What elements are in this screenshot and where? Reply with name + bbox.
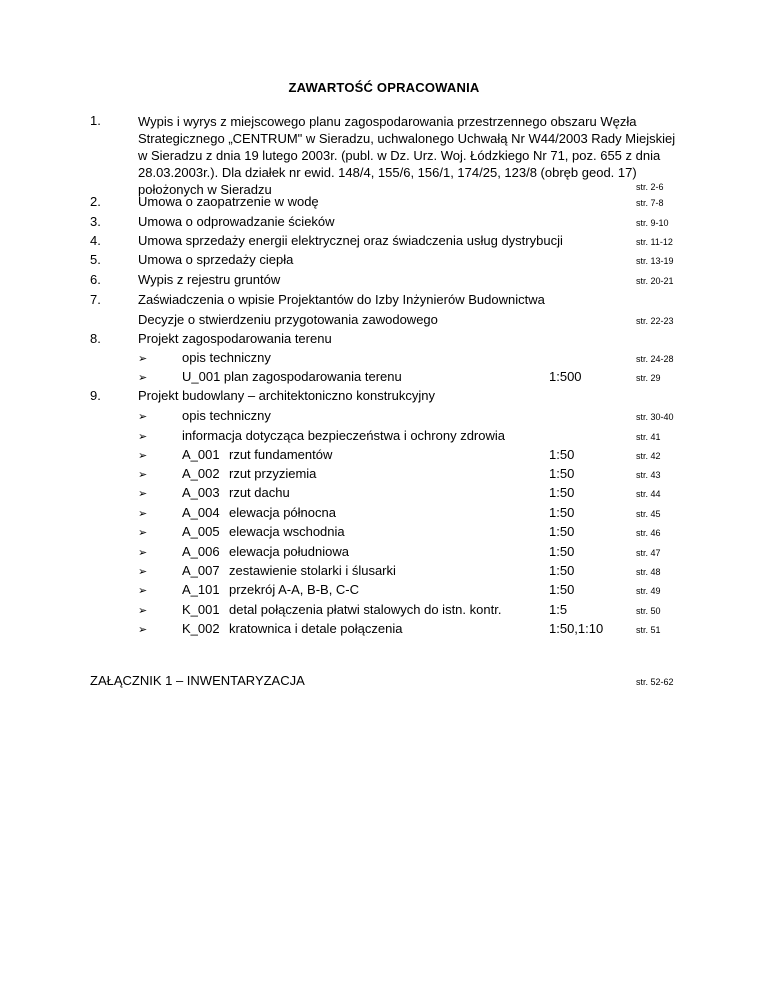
item-1-text [138,113,682,198]
arrow-bullet-icon: ➢ [138,508,148,520]
scale: 1:500 [549,369,582,384]
scale: 1:50 [549,505,575,520]
arrow-bullet-icon: ➢ [138,585,148,597]
arrow-bullet-icon: ➢ [138,624,148,636]
item-1-line: 28.03.2003r.). Dla działek nr ewid. 148/4, 155/6, 156/1, 174/25, 123/8 (obręb geod. 17) [138,165,637,180]
item-text: Zaświadczenia o wpisie Projektantów do Izby Inżynierów Budownictwa [138,292,545,307]
page-ref: str. 48 [636,567,661,577]
sub-item-text: opis techniczny [182,408,271,423]
sub-item-text: informacja dotycząca bezpieczeństwa i ochrony zdrowia [182,428,505,443]
page-ref: str. 50 [636,606,661,616]
page-ref: str. 51 [636,625,661,635]
page-ref: str. 2-6 [636,182,664,192]
drawing-code: K_001 [182,602,220,617]
sub-item-text: opis techniczny [182,350,271,365]
page-ref: str. 46 [636,528,661,538]
page-ref: str. 52-62 [636,677,674,687]
page-ref: str. 22-23 [636,316,674,326]
arrow-bullet-icon: ➢ [138,469,148,481]
drawing-code: A_003 [182,485,220,500]
drawing-code: A_006 [182,544,220,559]
item-number: 5. [90,252,101,267]
arrow-bullet-icon: ➢ [138,488,148,500]
drawing-title: rzut fundamentów [229,447,333,462]
drawing-title: kratownica i detale połączenia [229,621,403,636]
arrow-bullet-icon: ➢ [138,431,148,443]
item-text: Umowa o zaopatrzenie w wodę [138,194,319,209]
drawing-code: A_002 [182,466,220,481]
scale: 1:50 [549,524,575,539]
drawing-code: K_002 [182,621,220,636]
item-number: 1. [90,113,101,128]
page-ref: str. 44 [636,489,661,499]
section-heading: Projekt budowlany – architektoniczno konstrukcyjny [138,388,435,403]
scale: 1:50,1:10 [549,621,604,636]
scale: 1:5 [549,602,568,617]
item-number: 6. [90,272,101,287]
item-number: 3. [90,214,101,229]
item-1-line: w Sieradzu z dnia 19 lutego 2003r. (publ. w Dz. Urz. Woj. Łódzkiego Nr 71, poz. 655 z dnia [138,148,661,163]
document-title: ZAWARTOŚĆ OPRACOWANIA [288,80,480,95]
arrow-bullet-icon: ➢ [138,605,148,617]
scale: 1:50 [549,544,575,559]
scale: 1:50 [549,563,575,578]
drawing-title: rzut przyziemia [229,466,317,481]
arrow-bullet-icon: ➢ [138,411,148,423]
item-text: Umowa o odprowadzanie ścieków [138,214,335,229]
drawing-title: detal połączenia płatwi stalowych do istn. kontr. [229,602,502,617]
item-1-line: położonych w Sieradzu [138,182,272,197]
item-1-line: Wypis i wyrys z miejscowego planu zagospodarowania przestrzennego obszaru Węzła [138,114,637,129]
page-ref: str. 24-28 [636,354,674,364]
drawing-code: A_001 [182,447,220,462]
item-text: Decyzje o stwierdzeniu przygotowania zawodowego [138,312,438,327]
arrow-bullet-icon: ➢ [138,566,148,578]
page-ref: str. 9-10 [636,218,669,228]
item-number: 9. [90,388,101,403]
arrow-bullet-icon: ➢ [138,547,148,559]
page-ref: str. 43 [636,470,661,480]
item-number: 7. [90,292,101,307]
scale: 1:50 [549,582,575,597]
drawing-title: elewacja północna [229,505,336,520]
section-heading: Projekt zagospodarowania terenu [138,331,332,346]
scale: 1:50 [549,466,575,481]
page-ref: str. 41 [636,432,661,442]
arrow-bullet-icon: ➢ [138,353,148,365]
scale: 1:50 [549,485,575,500]
page-ref: str. 29 [636,373,661,383]
drawing-title: zestawienie stolarki i ślusarki [229,563,396,578]
page-ref: str. 45 [636,509,661,519]
drawing-code: A_004 [182,505,220,520]
drawing-title: elewacja wschodnia [229,524,345,539]
item-text: Umowa o sprzedaży ciepła [138,252,294,267]
drawing-code: A_005 [182,524,220,539]
drawing-code: A_007 [182,563,220,578]
item-text: Wypis z rejestru gruntów [138,272,281,287]
arrow-bullet-icon: ➢ [138,372,148,384]
drawing-title: elewacja południowa [229,544,349,559]
arrow-bullet-icon: ➢ [138,450,148,462]
item-1-line: Strategicznego „CENTRUM" w Sieradzu, uchwalonego Uchwałą Nr W44/2003 Rady Miejskiej [138,131,676,146]
item-number: 4. [90,233,101,248]
page-ref: str. 13-19 [636,256,674,266]
page-ref: str. 49 [636,586,661,596]
page-ref: str. 47 [636,548,661,558]
arrow-bullet-icon: ➢ [138,527,148,539]
item-number: 2. [90,194,101,209]
drawing-title: rzut dachu [229,485,290,500]
page-ref: str. 7-8 [636,198,664,208]
item-text: Umowa sprzedaży energii elektrycznej oraz świadczenia usług dystrybucji [138,233,563,248]
scale: 1:50 [549,447,575,462]
drawing-code: A_101 [182,582,220,597]
page-ref: str. 11-12 [636,237,673,247]
item-number: 8. [90,331,101,346]
sub-item-text: U_001 plan zagospodarowania terenu [182,369,402,384]
page-ref: str. 30-40 [636,412,674,422]
drawing-title: przekrój A-A, B-B, C-C [229,582,360,597]
page-ref: str. 20-21 [636,276,674,286]
appendix-title: ZAŁĄCZNIK 1 – INWENTARYZACJA [90,673,305,688]
page-ref: str. 42 [636,451,661,461]
